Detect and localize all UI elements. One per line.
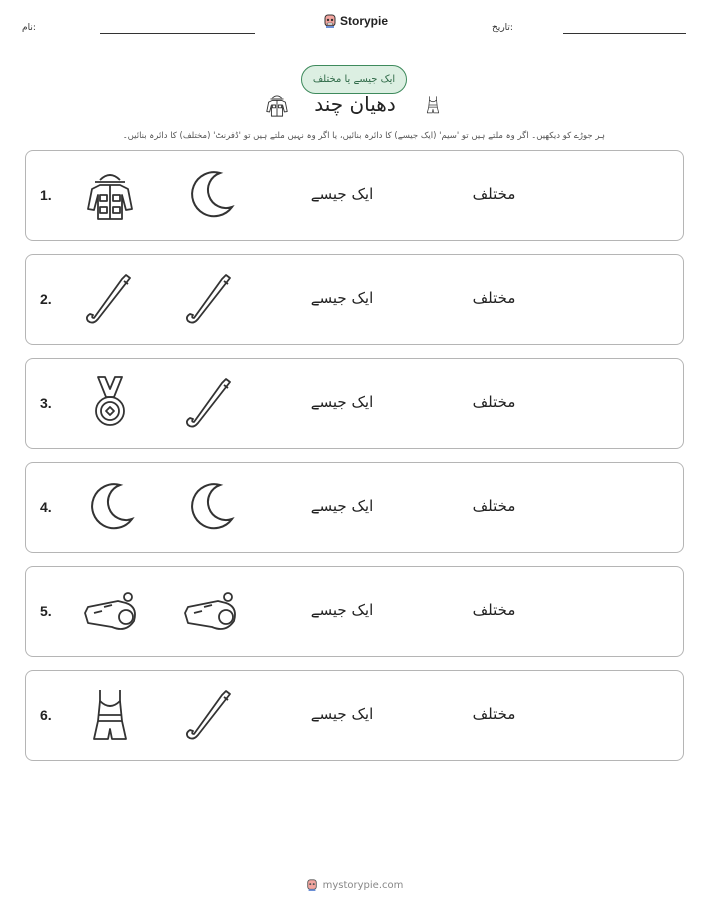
crescent-moon-icon — [182, 479, 238, 535]
same-option[interactable]: ایک جیسے — [310, 289, 374, 307]
question-row-4 — [25, 462, 684, 553]
whistle-icon — [82, 583, 138, 639]
same-option[interactable]: ایک جیسے — [310, 185, 374, 203]
different-option[interactable]: مختلف — [472, 393, 516, 411]
same-option[interactable]: ایک جیسے — [310, 497, 374, 515]
instructions: ہر جوڑے کو دیکھیں۔ اگر وہ ملتے ہیں تو 'سیم' (ایک جیسے) کا دائرہ بنائیں، یا اگر وہ نہیں ملتے ہیں تو 'ڈفرنٹ' (مختلف) کا دائرہ بنائیں۔ — [122, 131, 605, 141]
question-row-1 — [25, 150, 684, 241]
brand-name: Storypie — [340, 14, 389, 28]
date-label: تاریخ: — [492, 23, 513, 33]
same-option[interactable]: ایک جیسے — [310, 705, 374, 723]
different-option[interactable]: مختلف — [472, 601, 516, 619]
crescent-moon-icon — [82, 479, 138, 535]
worksheet-header — [0, 0, 709, 50]
hockey-stick-icon — [182, 271, 238, 327]
sports-singlet-icon — [82, 687, 138, 743]
medal-icon — [82, 375, 138, 431]
question-number: 1. — [40, 187, 52, 203]
page-title: دھیان چند — [314, 92, 396, 116]
question-number: 6. — [40, 707, 52, 723]
mascot-icon — [306, 878, 318, 892]
name-label: نام: — [22, 23, 36, 33]
sports-singlet-icon — [423, 90, 443, 124]
different-option[interactable]: مختلف — [472, 705, 516, 723]
hockey-stick-icon — [182, 687, 238, 743]
name-line — [100, 33, 255, 34]
worksheet-type-pill: ایک جیسے یا مختلف — [301, 65, 407, 94]
question-row-2 — [25, 254, 684, 345]
footer-site[interactable]: mystorypie.com — [322, 879, 404, 891]
different-option[interactable]: مختلف — [472, 289, 516, 307]
safari-jacket-icon — [82, 167, 138, 223]
storypie-logo — [323, 13, 388, 29]
hockey-stick-icon — [182, 375, 238, 431]
whistle-icon — [182, 583, 238, 639]
different-option[interactable]: مختلف — [472, 497, 516, 515]
crescent-moon-icon — [182, 167, 238, 223]
title-row — [0, 88, 709, 128]
question-number: 4. — [40, 499, 52, 515]
same-option[interactable]: ایک جیسے — [310, 393, 374, 411]
hockey-stick-icon — [82, 271, 138, 327]
same-option[interactable]: ایک جیسے — [310, 601, 374, 619]
question-row-6 — [25, 670, 684, 761]
mascot-icon — [323, 13, 337, 29]
footer — [0, 878, 709, 892]
question-row-5 — [25, 566, 684, 657]
date-line — [563, 33, 686, 34]
different-option[interactable]: مختلف — [472, 185, 516, 203]
question-number: 2. — [40, 291, 52, 307]
safari-jacket-icon — [264, 90, 290, 124]
question-number: 5. — [40, 603, 52, 619]
question-number: 3. — [40, 395, 52, 411]
question-row-3 — [25, 358, 684, 449]
